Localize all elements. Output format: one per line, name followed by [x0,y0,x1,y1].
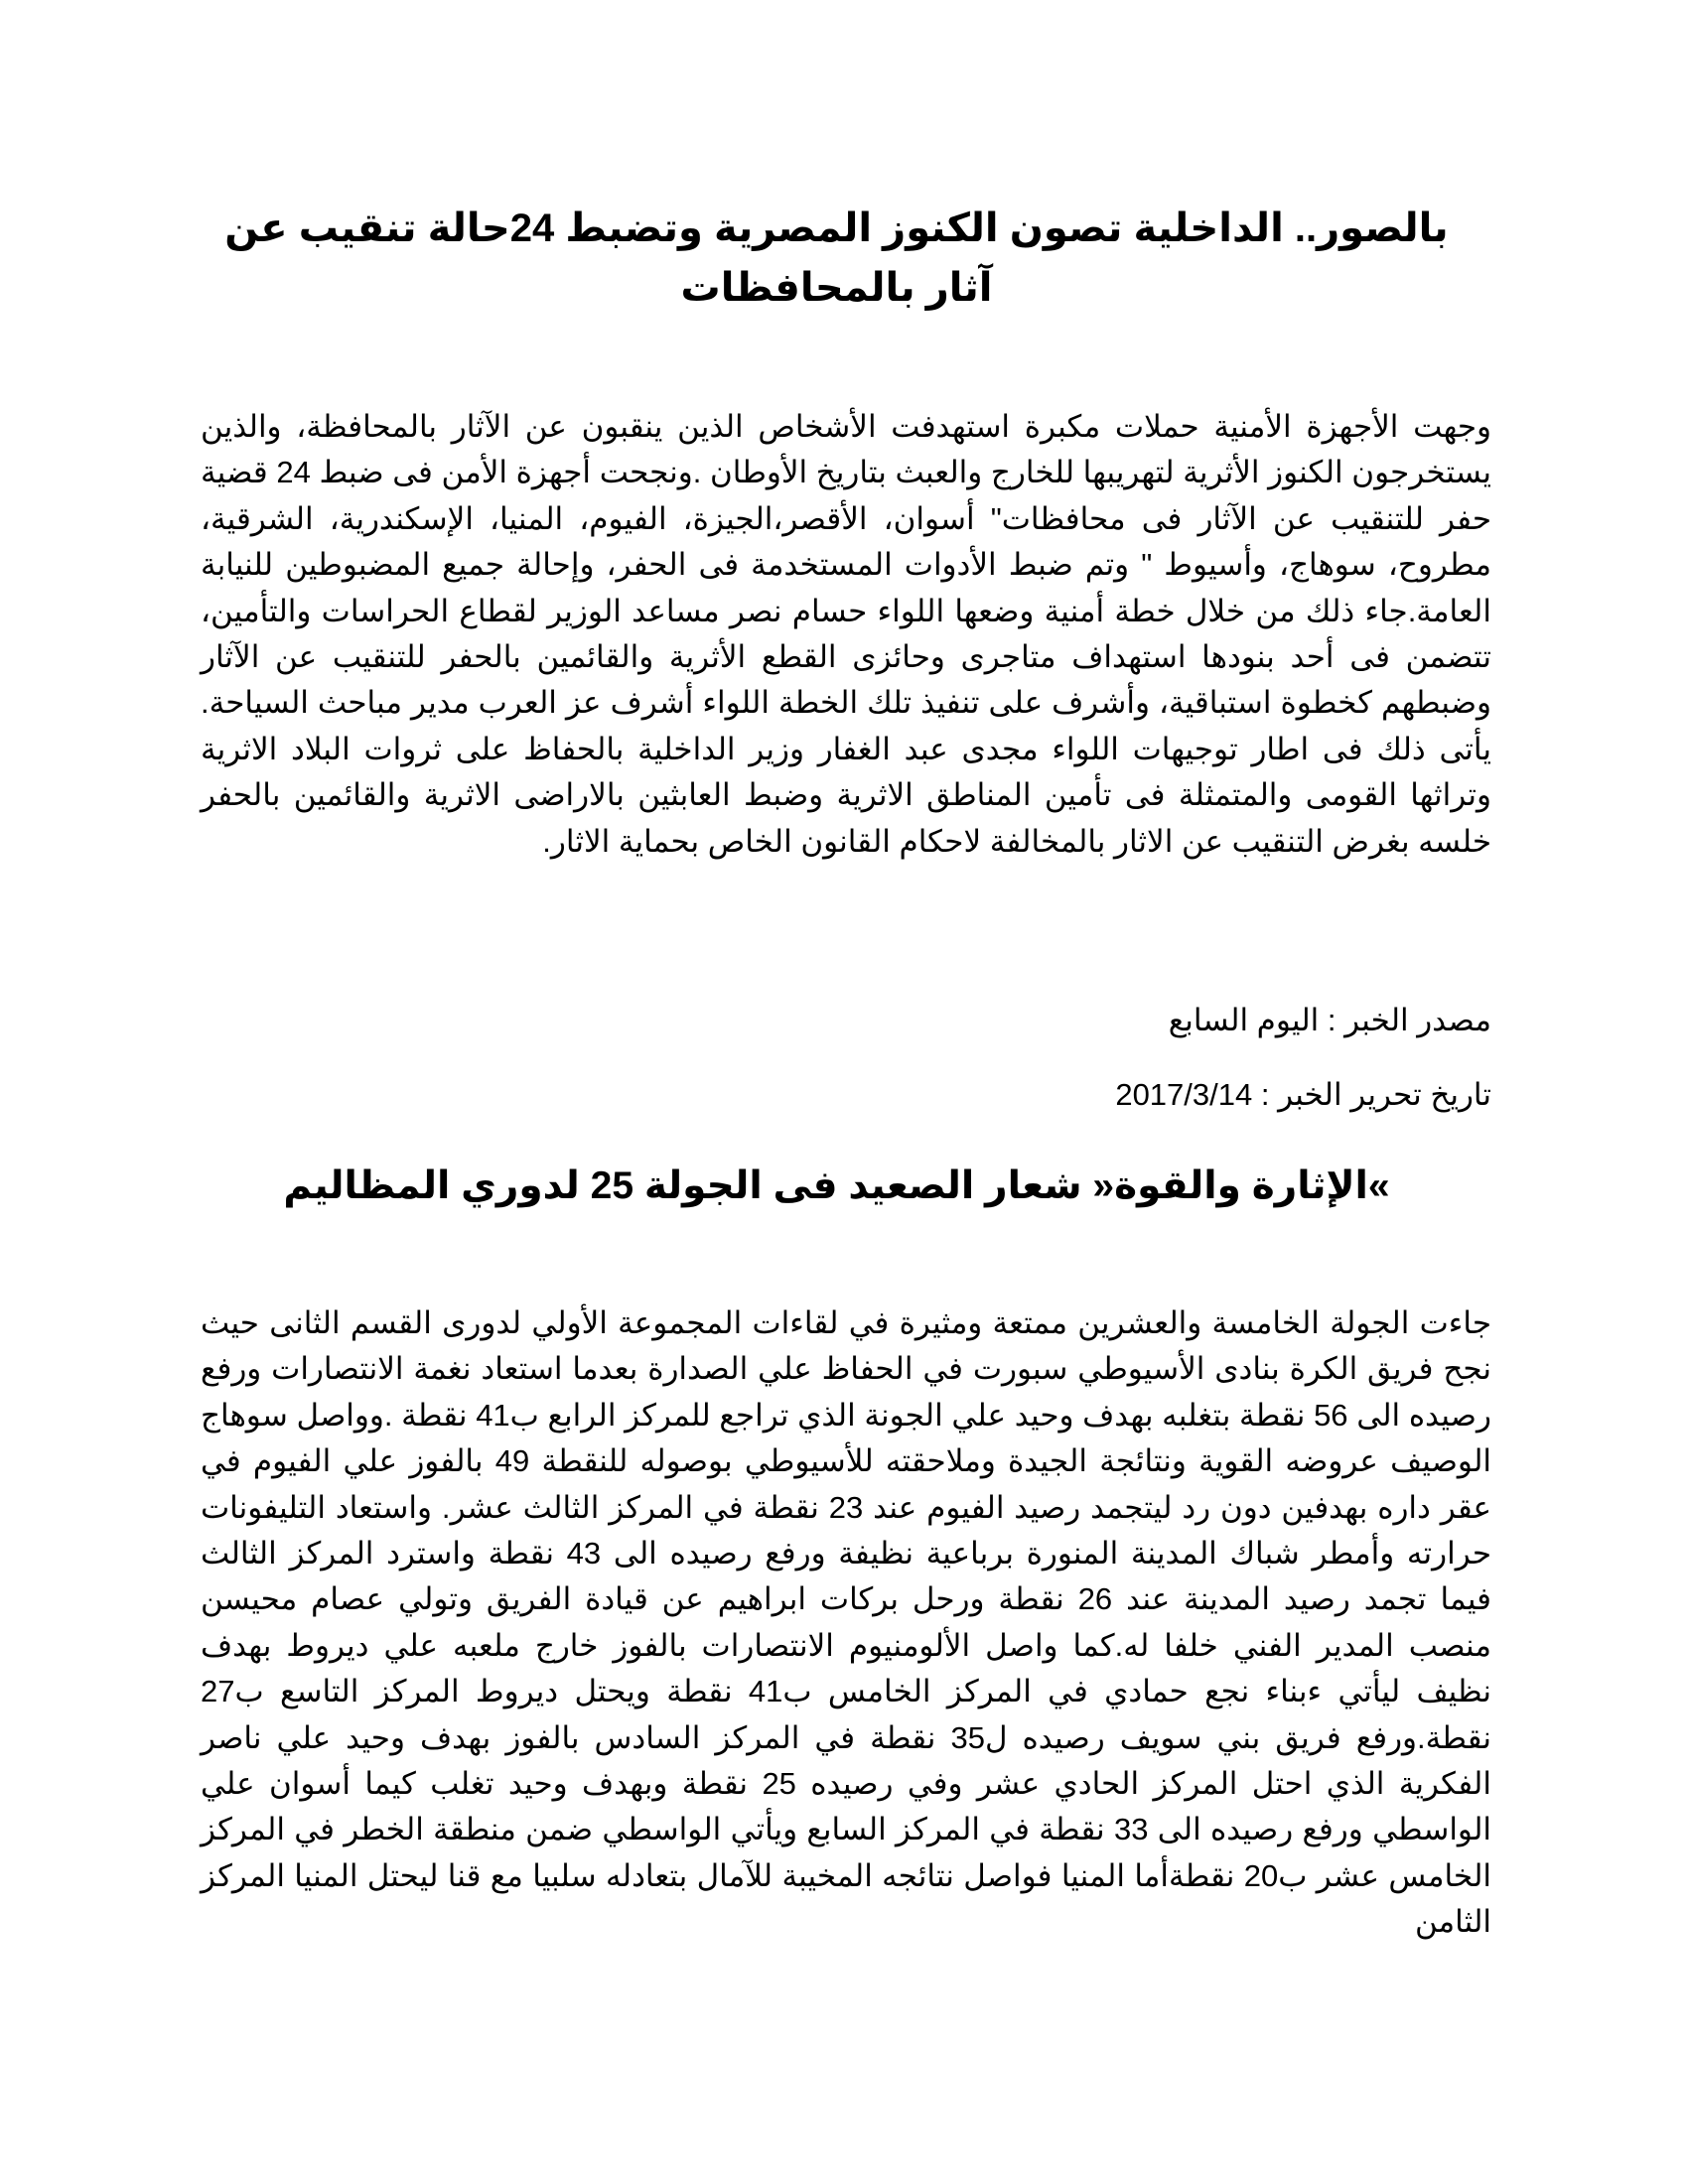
article-2-body: جاءت الجولة الخامسة والعشرين ممتعة ومثيرة في لقاءات المجموعة الأولي لدورى القسم الثانى حيث نجح فريق الكرة بنادى الأسيوطي سبورت في الحفاظ علي الصدارة بعدما استعاد نغمة الانتصارات ورفع رصيده الى 56 نقطة بتغلبه بهدف وحيد علي الجونة الذي تراجع للمركز الرابع ب41 نقطة .وواصل سوهاج الوصيف عروضه القوية ونتائجة الجيدة وملاحقته للأسيوطي بوصوله للنقطة 49 بالفوز علي الفيوم في عقر داره بهدفين دون رد ليتجمد رصيد الفيوم عند 23 نقطة في المركز الثالث عشر. واستعاد التليفونات حرارته وأمطر شباك المدينة المنورة برباعية نظيفة ورفع رصيده الى 43 نقطة واسترد المركز الثالث فيما تجمد رصيد المدينة عند 26 نقطة ورحل بركات ابراهيم عن قيادة الفريق وتولي عصام محيسن منصب المدير الفني خلفا له.كما واصل الألومنيوم الانتصارات بالفوز خارج ملعبه علي ديروط بهدف نظيف ليأتي ءبناء نجع حمادي في المركز الخامس ب41 نقطة ويحتل ديروط المركز التاسع ب27 نقطة.ورفع فريق بني سويف رصيده ل35 نقطة في المركز السادس بالفوز بهدف وحيد علي ناصر الفكرية الذي احتل المركز الحادي عشر وفي رصيده 25 نقطة وبهدف وحيد تغلب كيما أسوان علي الواسطي ورفع رصيده الى 33 نقطة في المركز السابع ويأتي الواسطي ضمن منطقة الخطر في المركز الخامس عشر ب20 نقطةأما المنيا فواصل نتائجه المخيبة للآمال بتعادله سلبيا مع قنا ليحتل المنيا المركز الثامن [201,1305,1492,1940]
article-2-title: »الإثارة والقوة« شعار الصعيد فى الجولة 25 لدوري المظاليم [283,1164,1390,1207]
article-1-source: مصدر الخبر : اليوم السابع [1168,1003,1491,1037]
article-1-body: وجهت الأجهزة الأمنية حملات مكبرة استهدفت الأشخاص الذين ينقبون عن الآثار بالمحافظة، والذين يستخرجون الكنوز الأثرية لتهريبها للخارج والعبث بتاريخ الأوطان .ونجحت أجهزة الأمن فى ضبط 24 قضية حفر للتنقيب عن الآثار فى محافظات" أسوان، الأقصر،الجيزة، الفيوم، المنيا، الإسكندرية، الشرقية، مطروح، سوهاج، وأسيوط " وتم ضبط الأدوات المستخدمة فى الحفر، وإحالة جميع المضبوطين للنيابة العامة.جاء ذلك من خلال خطة أمنية وضعها اللواء حسام نصر مساعد الوزير لقطاع الحراسات والتأمين، تتضمن فى أحد بنودها استهداف متاجرى وحائزى القطع الأثرية والقائمين بالحفر للتنقيب عن الآثار وضبطهم كخطوة استباقية، وأشرف على تنفيذ تلك الخطة اللواء أشرف عز العرب مدير مباحث السياحة. يأتى ذلك فى اطار توجيهات اللواء مجدى عبد الغفار وزير الداخلية بالحفاظ على ثروات البلاد الاثرية وتراثها القومى والمتمثلة فى تأمين المناطق الاثرية وضبط العابثين بالاراضى الاثرية والقائمين بالحفر خلسه بغرض التنقيب عن الاثار بالمخالفة لاحكام القانون الخاص بحماية الاثار. [201,409,1491,859]
article-1-title: بالصور.. الداخلية تصون الكنوز المصرية وتضبط 24حالة تنقيب عن آثار بالمحافظات [224,206,1449,310]
article-1-date: تاريخ تحرير الخبر : 2017/3/14 [1115,1077,1491,1112]
